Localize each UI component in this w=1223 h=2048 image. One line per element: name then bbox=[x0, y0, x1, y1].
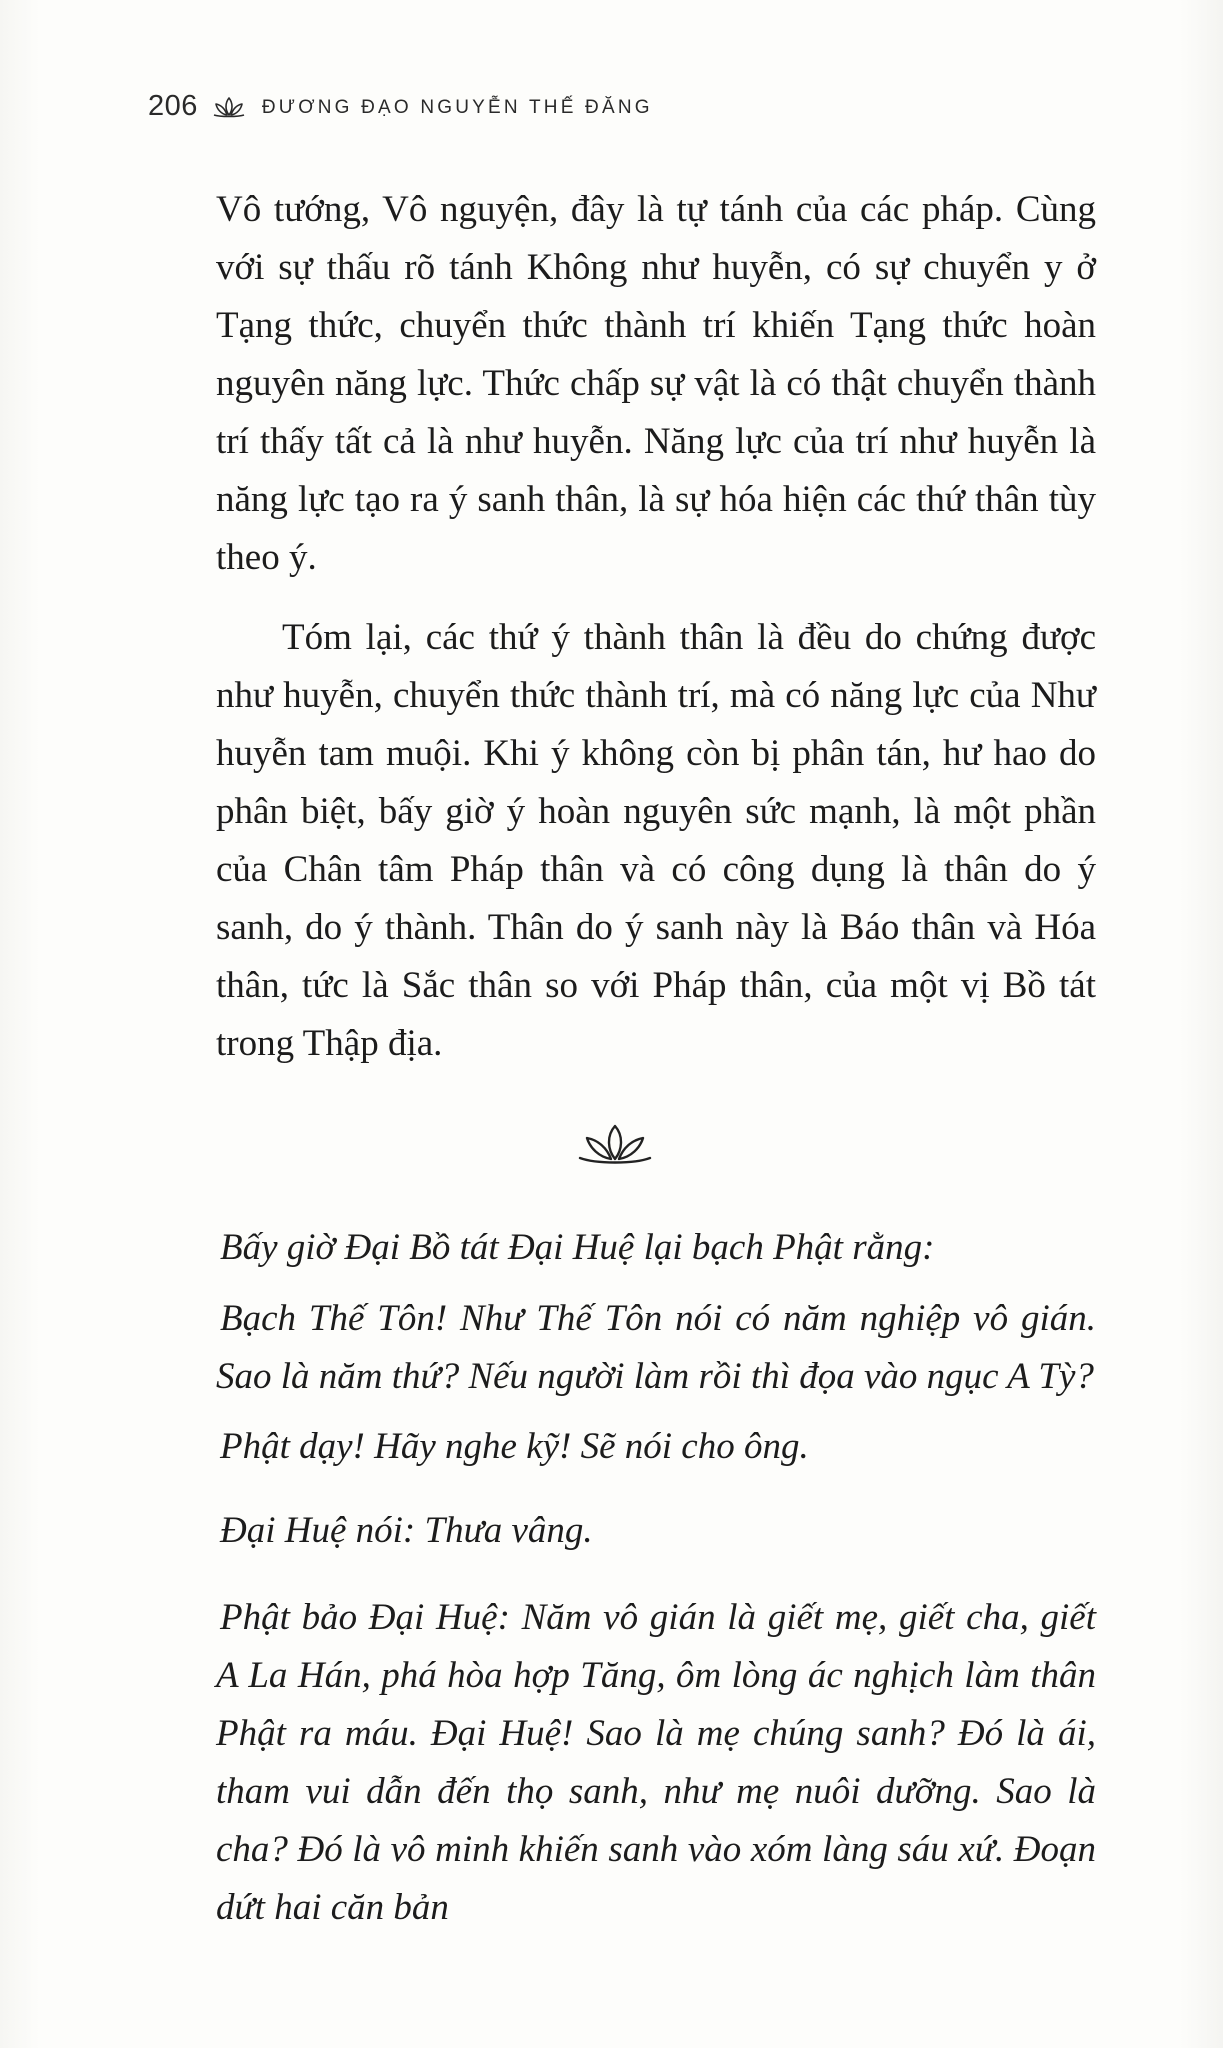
body-paragraph: Vô tướng, Vô nguyện, đây là tự tánh của các pháp. Cùng với sự thấu rõ tánh Không như huyễn, có sự chuyển y ở Tạng thức, chuyển thức thành trí khiến Tạng thức hoàn nguyên năng lực. Thức chấp sự vật là có thật chuyển thành trí thấy tất cả là như huyễn. Năng lực của trí như huyễn là năng lực tạo ra ý sanh thân, là sự hóa hiện các thứ thân tùy theo ý. bbox=[216, 189, 1096, 578]
sutra-paragraph: Đại Huệ nói: Thưa vâng. bbox=[220, 1510, 593, 1551]
page-number: 206 bbox=[148, 90, 198, 122]
sutra-paragraph: Bấy giờ Đại Bồ tát Đại Huệ lại bạch Phật rằng: bbox=[220, 1227, 935, 1268]
sutra-paragraph: Phật dạy! Hãy nghe kỹ! Sẽ nói cho ông. bbox=[220, 1426, 809, 1467]
sutra-paragraph: Phật bảo Đại Huệ: Năm vô gián là giết mẹ, giết cha, giết A La Hán, phá hòa hợp Tăng, ôm lòng ác nghịch làm thân Phật ra máu. Đại Huệ! Sao là mẹ chúng sanh? Đó là ái, tham vui dẫn đến thọ sanh, như mẹ nuôi dưỡng. Sao là cha? Đó là vô minh khiến sanh vào xóm làng sáu xứ. Đoạn dứt hai căn bản bbox=[216, 1597, 1096, 1928]
lotus-icon bbox=[572, 1122, 658, 1166]
body-paragraph: Tóm lại, các thứ ý thành thân là đều do chứng được như huyễn, chuyển thức thành trí, mà có năng lực của Như huyễn tam muội. Khi ý không còn bị phân tán, hư hao do phân biệt, bấy giờ ý hoàn nguyên sức mạnh, là một phần của Chân tâm Pháp thân và có công dụng là thân do ý sanh, do ý thành. Thân do ý sanh này là Báo thân và Hóa thân, tức là Sắc thân so với Pháp thân, của một vị Bồ tát trong Thập địa. bbox=[216, 617, 1096, 1064]
lotus-icon bbox=[210, 95, 248, 119]
running-header bbox=[148, 90, 653, 123]
running-title: ĐƯƠNG ĐẠO NGUYỄN THẾ ĐĂNG bbox=[261, 96, 653, 118]
sutra-paragraph: Bạch Thế Tôn! Như Thế Tôn nói có năm nghiệp vô gián. Sao là năm thứ? Nếu người làm rồi thì đọa vào ngục A Tỳ? bbox=[216, 1298, 1096, 1397]
